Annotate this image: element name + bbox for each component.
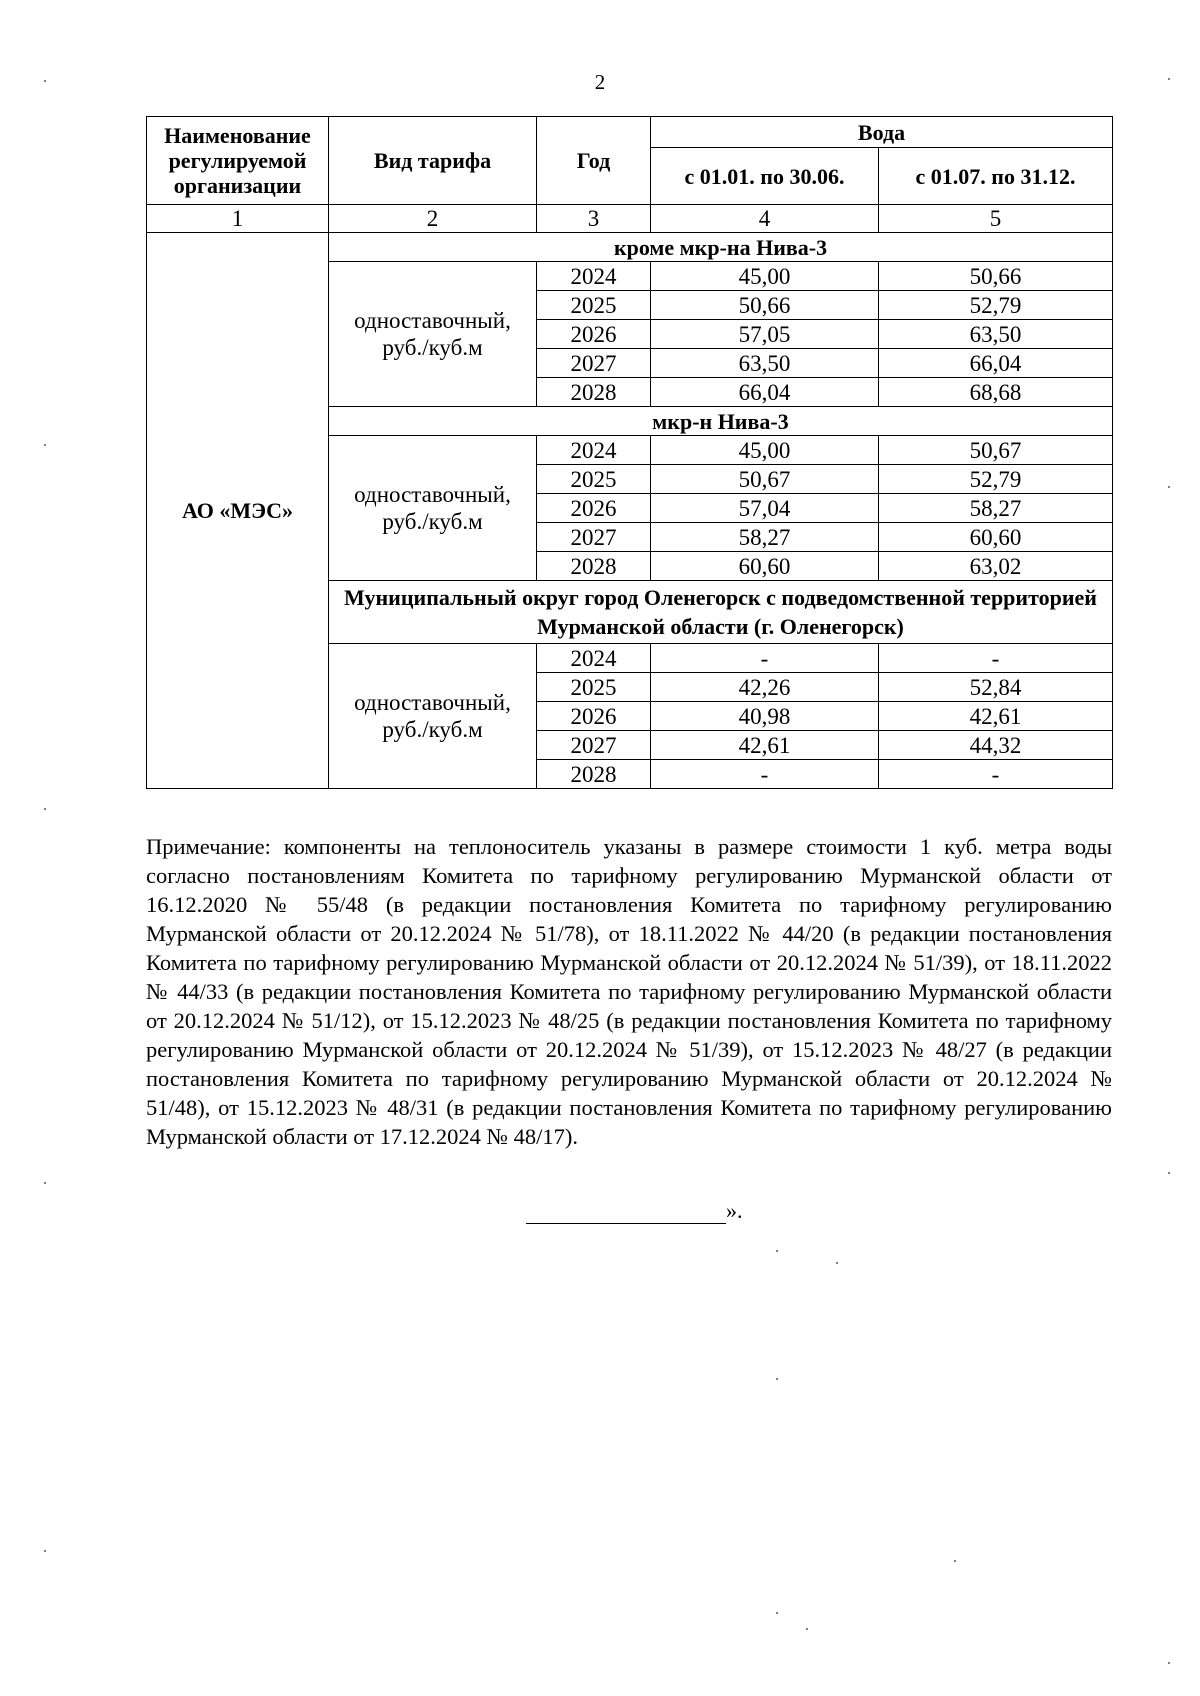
- column-number: 5: [879, 205, 1113, 233]
- value-cell: -: [879, 644, 1113, 673]
- year-cell: 2024: [537, 436, 651, 465]
- column-number: 1: [147, 205, 329, 233]
- year-cell: 2027: [537, 349, 651, 378]
- header-water: Вода: [651, 117, 1113, 148]
- value-cell: 68,68: [879, 378, 1113, 407]
- value-cell: -: [879, 760, 1113, 789]
- scan-speck: [1168, 1662, 1170, 1664]
- value-cell: 42,61: [651, 731, 879, 760]
- value-cell: 63,50: [651, 349, 879, 378]
- scan-speck: [776, 1612, 778, 1614]
- header-org: Наименование регулируемой организации: [147, 117, 329, 205]
- header-period-2: с 01.07. по 31.12.: [879, 148, 1113, 205]
- year-cell: 2025: [537, 465, 651, 494]
- year-cell: 2028: [537, 552, 651, 581]
- value-cell: 66,04: [879, 349, 1113, 378]
- value-cell: 52,79: [879, 465, 1113, 494]
- value-cell: 40,98: [651, 702, 879, 731]
- closing-mark: [526, 1198, 743, 1224]
- scan-speck: [44, 80, 46, 82]
- value-cell: 58,27: [879, 494, 1113, 523]
- value-cell: 57,04: [651, 494, 879, 523]
- scan-speck: [806, 1628, 808, 1630]
- value-cell: -: [651, 644, 879, 673]
- section-title: мкр-н Нива-3: [329, 407, 1113, 436]
- year-cell: 2027: [537, 523, 651, 552]
- value-cell: -: [651, 760, 879, 789]
- value-cell: 42,61: [879, 702, 1113, 731]
- value-cell: 52,79: [879, 291, 1113, 320]
- column-numbers-row: [147, 205, 1113, 233]
- tariff-kind: одноставочный, руб./куб.м: [329, 436, 537, 581]
- value-cell: 44,32: [879, 731, 1113, 760]
- value-cell: 66,04: [651, 378, 879, 407]
- year-cell: 2028: [537, 760, 651, 789]
- year-cell: 2024: [537, 644, 651, 673]
- column-number: 3: [537, 205, 651, 233]
- year-cell: 2025: [537, 673, 651, 702]
- section-header-row: [147, 233, 1113, 262]
- scan-speck: [836, 1262, 838, 1264]
- scan-speck: [44, 808, 46, 810]
- year-cell: 2026: [537, 320, 651, 349]
- tariff-kind: одноставочный, руб./куб.м: [329, 644, 537, 789]
- value-cell: 52,84: [879, 673, 1113, 702]
- scan-speck: [44, 444, 46, 446]
- header-tariff-kind: Вид тарифа: [329, 117, 537, 205]
- column-number: 4: [651, 205, 879, 233]
- value-cell: 42,26: [651, 673, 879, 702]
- value-cell: 50,66: [879, 262, 1113, 291]
- year-cell: 2024: [537, 262, 651, 291]
- scan-speck: [776, 1378, 778, 1380]
- tariff-kind: одноставочный, руб./куб.м: [329, 262, 537, 407]
- note-paragraph: Примечание: компоненты на теплоноситель указаны в размере стоимости 1 куб. метра воды согласно постановлениям Комитета по тарифному регулированию Мурманской области от 16.12.2020 № 55/48 (в редакции постановления Комитета по тарифному регулированию Мурманской области от 20.12.2024 № 51/78), от 18.11.2022 № 44/20 (в редакции постановления Комитета по тарифному регулированию Мурманской области от 20.12.2024 № 51/39), от 18.11.2022 № 44/33 (в редакции постановления Комитета по тарифному регулированию Мурманской области от 20.12.2024 № 51/12), от 15.12.2023 № 48/25 (в редакции постановления Комитета по тарифному регулированию Мурманской области от 20.12.2024 № 51/39), от 15.12.2023 № 48/27 (в редакции постановления Комитета по тарифному регулированию Мурманской области от 20.12.2024 № 51/48), от 15.12.2023 № 48/31 (в редакции постановления Комитета по тарифному регулированию Мурманской области от 17.12.2024 № 48/17).: [146, 834, 1112, 1149]
- header-period-1: с 01.01. по 30.06.: [651, 148, 879, 205]
- scan-speck: [44, 1550, 46, 1552]
- organization-name: АО «МЭС»: [147, 233, 329, 789]
- scan-speck: [776, 1250, 778, 1252]
- header-year: Год: [537, 117, 651, 205]
- scan-speck: [954, 1560, 956, 1562]
- year-cell: 2026: [537, 494, 651, 523]
- tariff-table: [146, 116, 1113, 789]
- section-title: Муниципальный округ город Оленегорск с подведомственной территорией Мурманской области (г. Оленегорск): [329, 581, 1113, 644]
- year-cell: 2027: [537, 731, 651, 760]
- value-cell: 50,66: [651, 291, 879, 320]
- value-cell: 50,67: [651, 465, 879, 494]
- page-number: 2: [594, 70, 606, 94]
- year-cell: 2026: [537, 702, 651, 731]
- closing-quote: ».: [726, 1198, 743, 1223]
- value-cell: 60,60: [651, 552, 879, 581]
- scan-speck: [1168, 1172, 1170, 1174]
- value-cell: 50,67: [879, 436, 1113, 465]
- value-cell: 57,05: [651, 320, 879, 349]
- value-cell: 45,00: [651, 436, 879, 465]
- section-title: кроме мкр-на Нива-3: [329, 233, 1113, 262]
- column-number: 2: [329, 205, 537, 233]
- year-cell: 2028: [537, 378, 651, 407]
- header-row-1: [147, 117, 1113, 148]
- scan-speck: [1168, 78, 1170, 80]
- value-cell: 58,27: [651, 523, 879, 552]
- value-cell: 63,02: [879, 552, 1113, 581]
- closing-line: [526, 1203, 726, 1224]
- value-cell: 63,50: [879, 320, 1113, 349]
- value-cell: 45,00: [651, 262, 879, 291]
- scan-speck: [1168, 486, 1170, 488]
- year-cell: 2025: [537, 291, 651, 320]
- value-cell: 60,60: [879, 523, 1113, 552]
- scan-speck: [44, 1182, 46, 1184]
